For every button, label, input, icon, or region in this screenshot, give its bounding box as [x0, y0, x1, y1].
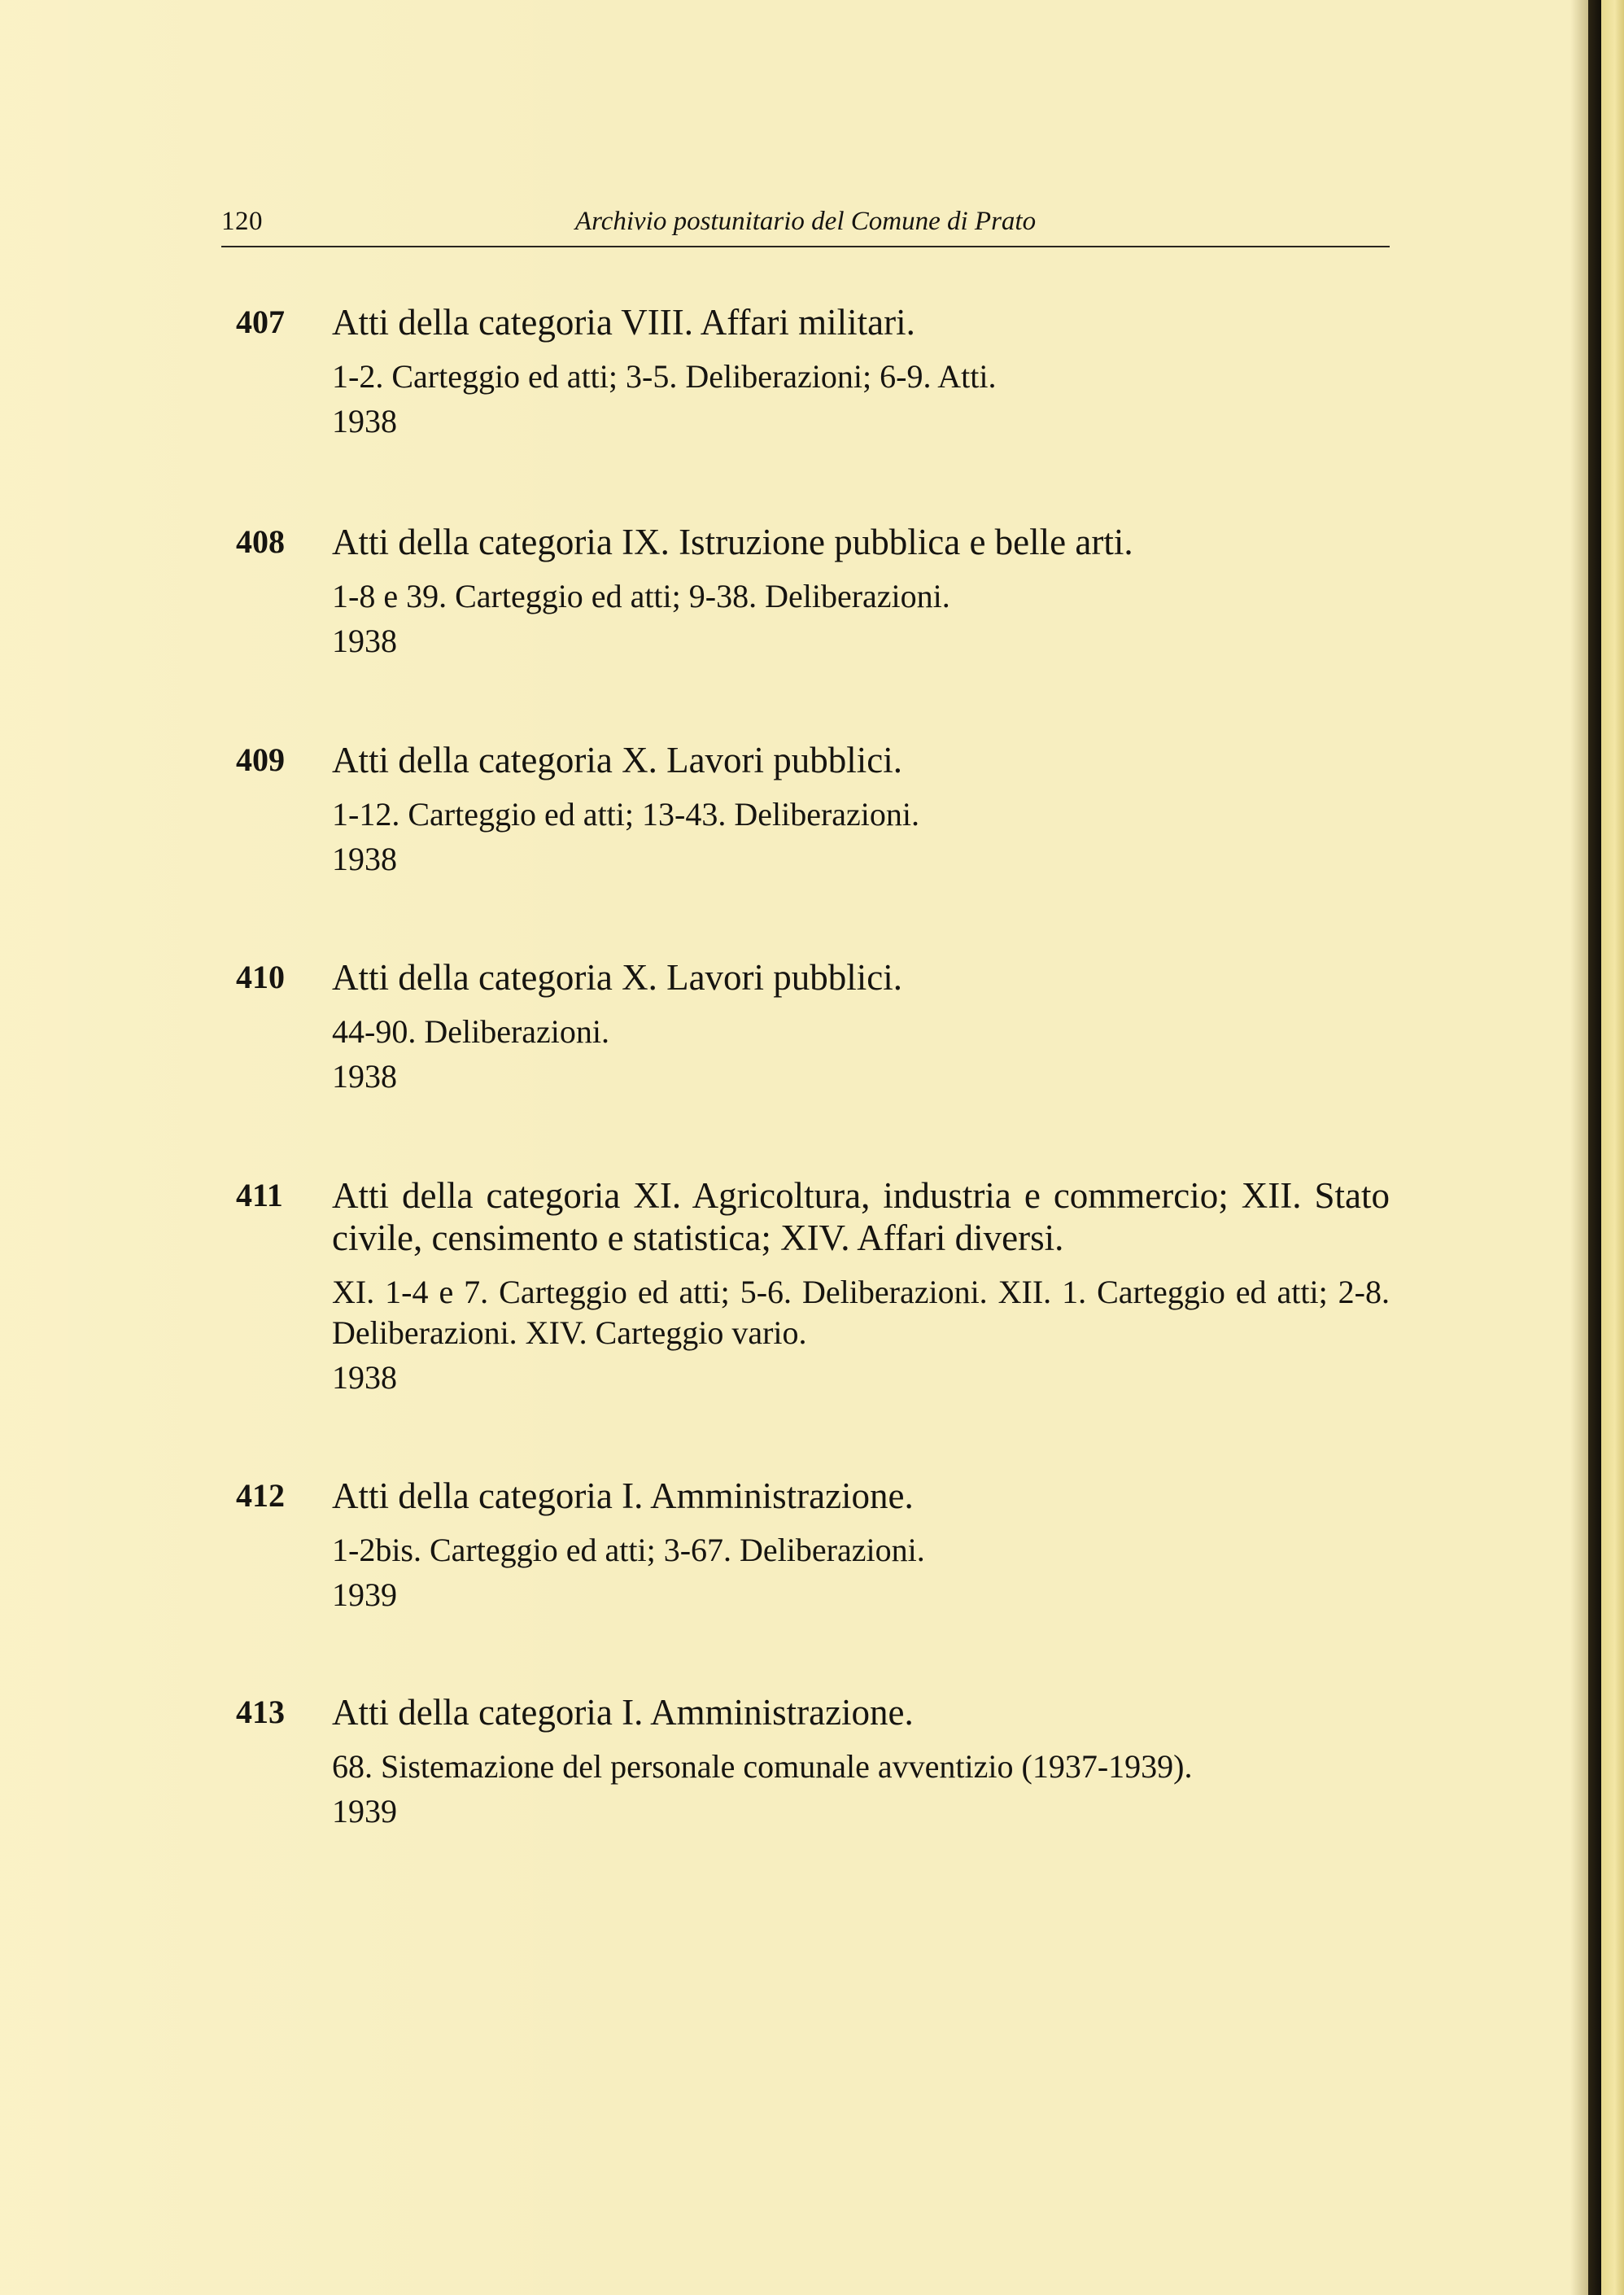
entry-year: 1938	[332, 1058, 397, 1095]
entry-number: 413	[236, 1694, 285, 1730]
entry-number: 409	[236, 741, 285, 778]
entry-year: 1938	[332, 1359, 397, 1396]
entry-title: Atti della categoria XI. Agricoltura, industria e commercio; XII. Stato civile, censimento e statistica; XIV. Affari diversi.	[332, 1175, 1390, 1258]
entry-number: 408	[236, 523, 285, 560]
entry-body	[332, 1475, 1390, 1616]
entry-year: 1938	[332, 403, 397, 439]
entry-number: 411	[236, 1177, 283, 1213]
entry-title: Atti della categoria X. Lavori pubblici.	[332, 957, 903, 998]
entry-year: 1938	[332, 841, 397, 877]
entry-title: Atti della categoria I. Amministrazione.	[332, 1692, 914, 1733]
entry-year: 1939	[332, 1793, 397, 1829]
entry-number: 410	[236, 959, 285, 995]
next-page-edge	[1601, 0, 1624, 2295]
entry-detail: 1-12. Carteggio ed atti; 13-43. Deliberazioni.	[332, 796, 920, 833]
entry-detail: 68. Sistemazione del personale comunale avventizio (1937-1939).	[332, 1748, 1193, 1785]
entry-body	[332, 1174, 1390, 1399]
entry-year: 1938	[332, 623, 397, 659]
entry-body	[332, 301, 1390, 443]
entry-detail: 1-2bis. Carteggio ed atti; 3-67. Deliberazioni.	[332, 1532, 925, 1568]
entry-title: Atti della categoria X. Lavori pubblici.	[332, 740, 903, 780]
entry-detail: 1-8 e 39. Carteggio ed atti; 9-38. Deliberazioni.	[332, 578, 950, 614]
entry-body	[332, 956, 1390, 1098]
entry-detail: 44-90. Deliberazioni.	[332, 1013, 609, 1050]
entry-detail: XI. 1-4 e 7. Carteggio ed atti; 5-6. Deliberazioni. XII. 1. Carteggio ed atti; 2-8. Deliberazioni. XIV. Carteggio vario.	[332, 1274, 1390, 1351]
entry-title: Atti della categoria IX. Istruzione pubblica e belle arti.	[332, 522, 1133, 562]
entry-detail: 1-2. Carteggio ed atti; 3-5. Deliberazioni; 6-9. Atti.	[332, 358, 997, 395]
entry-title: Atti della categoria I. Amministrazione.	[332, 1475, 914, 1516]
page-edge-shadow	[1570, 0, 1588, 2295]
entry-title: Atti della categoria VIII. Affari militari.	[332, 302, 915, 343]
running-header	[221, 203, 1390, 247]
entry-body	[332, 521, 1390, 662]
running-title: Archivio postunitario del Comune di Prato	[574, 207, 1037, 236]
entry-body	[332, 1691, 1390, 1833]
entry-number: 407	[236, 304, 285, 340]
entry-year: 1939	[332, 1576, 397, 1613]
entry-body	[332, 739, 1390, 881]
page-number: 120	[221, 207, 263, 236]
entry-number: 412	[236, 1477, 285, 1514]
